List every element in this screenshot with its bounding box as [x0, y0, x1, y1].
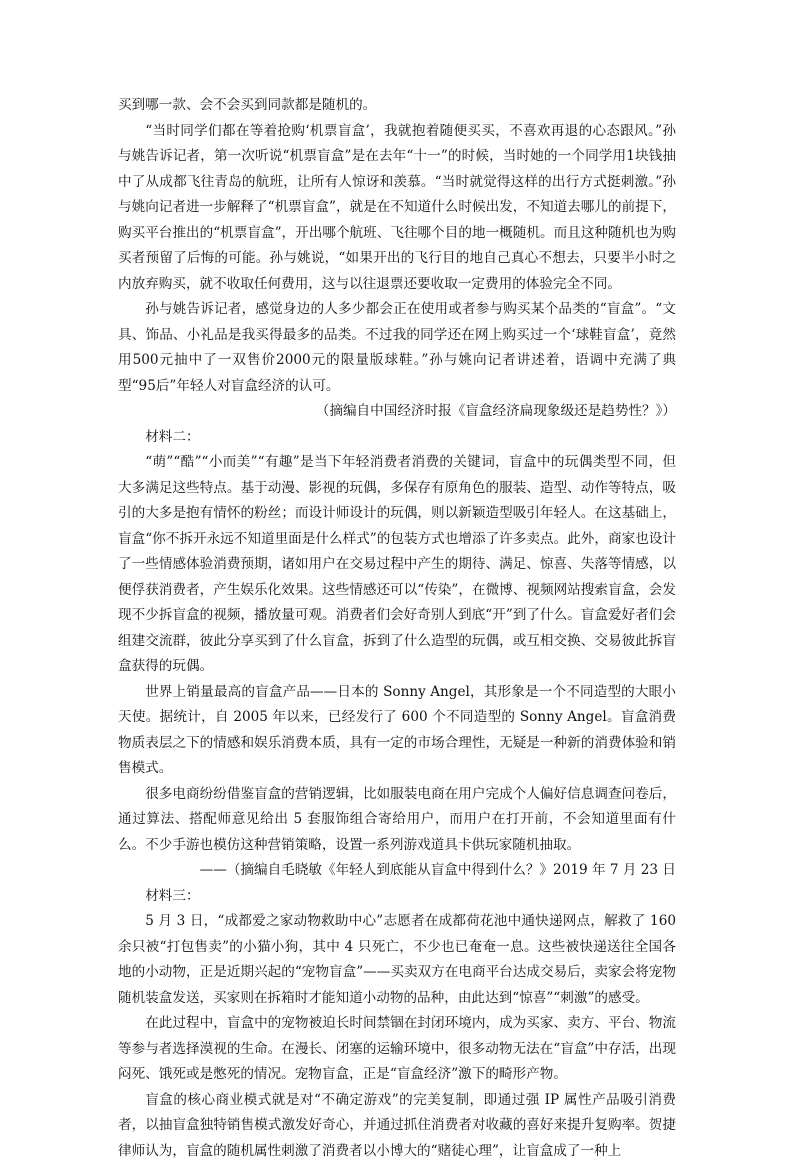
- material2-heading: 材料二：: [118, 425, 676, 451]
- material2-paragraph-3: 很多电商纷纷借鉴盲盒的营销逻辑，比如服装电商在用户完成个人偏好信息调查问卷后，通过算法、搭配师意见给出 5 套服饰组合寄给用户，而用户在打开前，不会知道里面有什么。不少手游也模仿这种营销策略，设置一系列游戏道具卡供玩家随机抽取。: [118, 782, 676, 859]
- material1-paragraph-1: “当时同学们都在等着抢购‘机票盲盒’，我就抱着随便买买，不喜欢再退的心态跟风。”孙与姚告诉记者，第一次听说“机票盲盒”是在去年“十一”的时候，当时她的一个同学用1块钱抽中了从成都飞往青岛的航班，让所有人惊讶和羡慕。“当时就觉得这样的出行方式挺刺激。”孙与姚向记者进一步解释了“机票盲盒”，就是在不知道什么时候出发，不知道去哪儿的前提下，购买平台推出的“机票盲盒”，开出哪个航班、飞往哪个目的地一概随机。而且这种随机也为购买者预留了后悔的可能。孙与姚说，“如果开出的飞行目的地自己真心不想去，只要半小时之内放弃购买，就不收取任何费用，这与以往退票还要收取一定费用的体验完全不同。: [118, 119, 676, 298]
- material1-source: （摘编自中国经济时报《盲盒经济扁现象级还是趋势性？》）: [118, 399, 676, 425]
- material3-paragraph-3: 盲盒的核心商业模式就是对“不确定游戏”的完美复制，即通过强 IP 属性产品吸引消费者，以抽盲盒独特销售模式激发好奇心，并通过抓住消费者对收藏的喜好来提升复购率。贺捷律师认为，盲盒的随机属性刺激了消费者以小博大的“赌徒心理”，让盲盒成了一种上: [118, 1088, 676, 1164]
- material2-paragraph-1: “萌”“酷”“小而美”“有趣”是当下年轻消费者消费的关键词，盲盒中的玩偶类型不同，但大多满足这些特点。基于动漫、影视的玩偶，多保存有原角色的服装、造型、动作等特点，吸引的大多是抱有情怀的粉丝；而设计师设计的玩偶，则以新颖造型吸引年轻人。在这基础上，盲盒“你不拆开永远不知道里面是什么样式”的包装方式也增添了许多卖点。此外，商家也设计了一些情感体验消费预期，诸如用户在交易过程中产生的期待、满足、惊喜、失落等情感，以便俘获消费者，产生娱乐化效果。这些情感还可以“传染”，在微博、视频网站搜索盲盒，会发现不少拆盲盒的视频，播放量可观。消费者们会好奇别人到底“开”到了什么。盲盒爱好者们会组建交流群，彼此分享买到了什么盲盒，拆到了什么造型的玩偶，或互相交换、交易彼此拆盲盒获得的玩偶。: [118, 450, 676, 680]
- material1-paragraph-2: 孙与姚告诉记者，感觉身边的人多少都会正在使用或者参与购买某个品类的“盲盒”。“文具、饰品、小礼品是我买得最多的品类。不过我的同学还在网上购买过一个‘球鞋盲盒’，竟然用500元抽中了一双售价2000元的限量版球鞋。”孙与姚向记者讲述着，语调中充满了典型“95后”年轻人对盲盒经济的认可。: [118, 297, 676, 399]
- material3-paragraph-2: 在此过程中，盲盒中的宠物被迫长时间禁锢在封闭环境内，成为买家、卖方、平台、物流等参与者选择漠视的生命。在漫长、闭塞的运输环境中，很多动物无法在“盲盒”中存活，出现闷死、饿死或是憋死的情况。宠物盲盒，正是“盲盒经济”激下的畸形产物。: [118, 1011, 676, 1088]
- material3-paragraph-1: 5 月 3 日，“成都爱之家动物救助中心”志愿者在成都荷花池中通快递网点，解救了 160 余只被“打包售卖”的小猫小狗，其中 4 只死亡，不少也已奄奄一息。这些被快递送往全国各地的小动物，正是近期兴起的“宠物盲盒”——买卖双方在电商平台达成交易后，卖家会将宠物随机装盒发送，买家则在拆箱时才能知道小动物的品种，由此达到“惊喜”“刺激”的感受。: [118, 909, 676, 1011]
- material1-paragraph-0: 买到哪一款、会不会买到同款都是随机的。: [118, 93, 676, 119]
- material3-heading: 材料三：: [118, 884, 676, 910]
- material2-paragraph-2: 世界上销量最高的盲盒产品——日本的 Sonny Angel，其形象是一个不同造型的大眼小天使。据统计，自 2005 年以来，已经发行了 600 个不同造型的 Sonny Angel。盲盒消费物质表层之下的情感和娱乐消费本质，具有一定的市场合理性，无疑是一种新的消费体验和销售模式。: [118, 680, 676, 782]
- material2-source: ——（摘编自毛晓敏《年轻人到底能从盲盒中得到什么？》2019 年 7 月 23 日: [118, 858, 676, 884]
